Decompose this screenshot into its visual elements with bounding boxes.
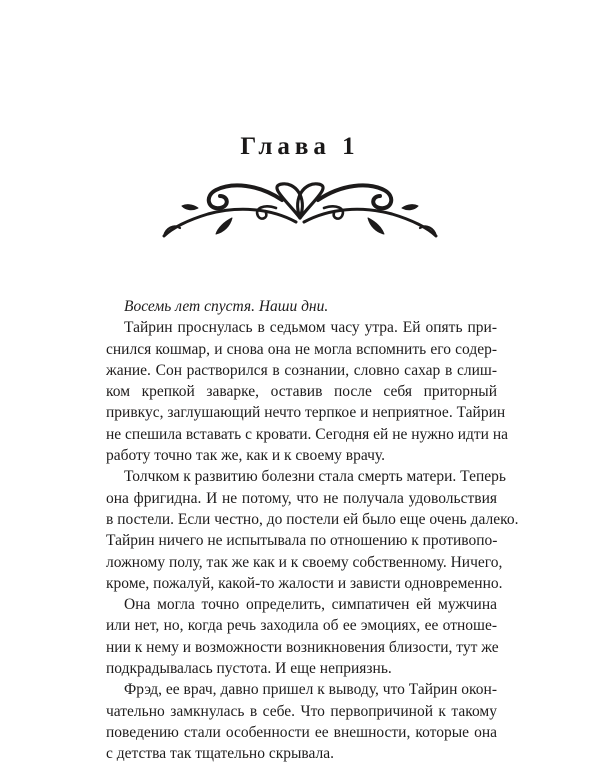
paragraph <box>106 679 497 764</box>
text-line: Она могла точно определить, симпатичен ей мужчина <box>124 596 497 614</box>
text-line: поведению стали особенности ее внешности, которые она <box>106 723 497 741</box>
text-line: кроме, пожалуй, какой-то жалости и зависти одновременно. <box>106 574 503 592</box>
text-line: Фрэд, ее врач, давно пришел к выводу, что Тайрин окон- <box>124 681 497 699</box>
text-line: Толчком к развитию болезни стала смерть матери. Теперь <box>124 468 506 486</box>
text-line: нии к нему и возможности возникновения близости, тут же <box>106 638 499 656</box>
text-line: подкрадывалась пустота. И еще неприязнь. <box>106 660 392 678</box>
text-line: Тайрин проснулась в седьмом часу утра. Ей опять при- <box>124 319 497 337</box>
text-line: не спешила вставать с кровати. Сегодня ей не нужно идти на <box>106 425 509 443</box>
paragraph <box>106 317 509 466</box>
chapter-text <box>106 296 519 765</box>
text-line: с детства так тщательно скрывала. <box>106 745 335 763</box>
paragraph <box>106 466 519 594</box>
flourish-ornament-icon <box>158 178 442 242</box>
text-line: чательно замкнулась в себе. Что первопричиной к такому <box>106 702 497 720</box>
text-line: работу точно так же, как и к своему врачу. <box>106 447 385 465</box>
chapter-title: Глава 1 <box>240 133 360 160</box>
paragraphs <box>106 317 519 764</box>
text-line: она фригидна. И не потому, что не получала удовольствия <box>106 489 497 507</box>
text-line: или нет, но, когда речь заходила об ее эмоциях, ее отноше- <box>106 617 497 635</box>
text-line: Тайрин ничего не испытывала по отношению к противопо- <box>106 532 498 550</box>
text-line: снился кошмар, и снова она не могла вспомнить его содер- <box>106 340 497 358</box>
epigraph: Восемь лет спустя. Наши дни. <box>124 298 329 315</box>
text-line: жание. Сон растворился в сознании, словно сахар в слиш- <box>106 361 497 379</box>
text-line: в постели. Если честно, до постели ей было еще очень далеко. <box>106 510 519 528</box>
text-line: ложному полу, так же как и к своему собственному. Ничего, <box>106 553 503 571</box>
text-line: привкус, заглушающий нечто терпкое и неприятное. Тайрин <box>106 404 506 422</box>
paragraph <box>106 594 497 679</box>
text-line: ком крепкой заварке, оставив после себя приторный <box>106 383 497 401</box>
